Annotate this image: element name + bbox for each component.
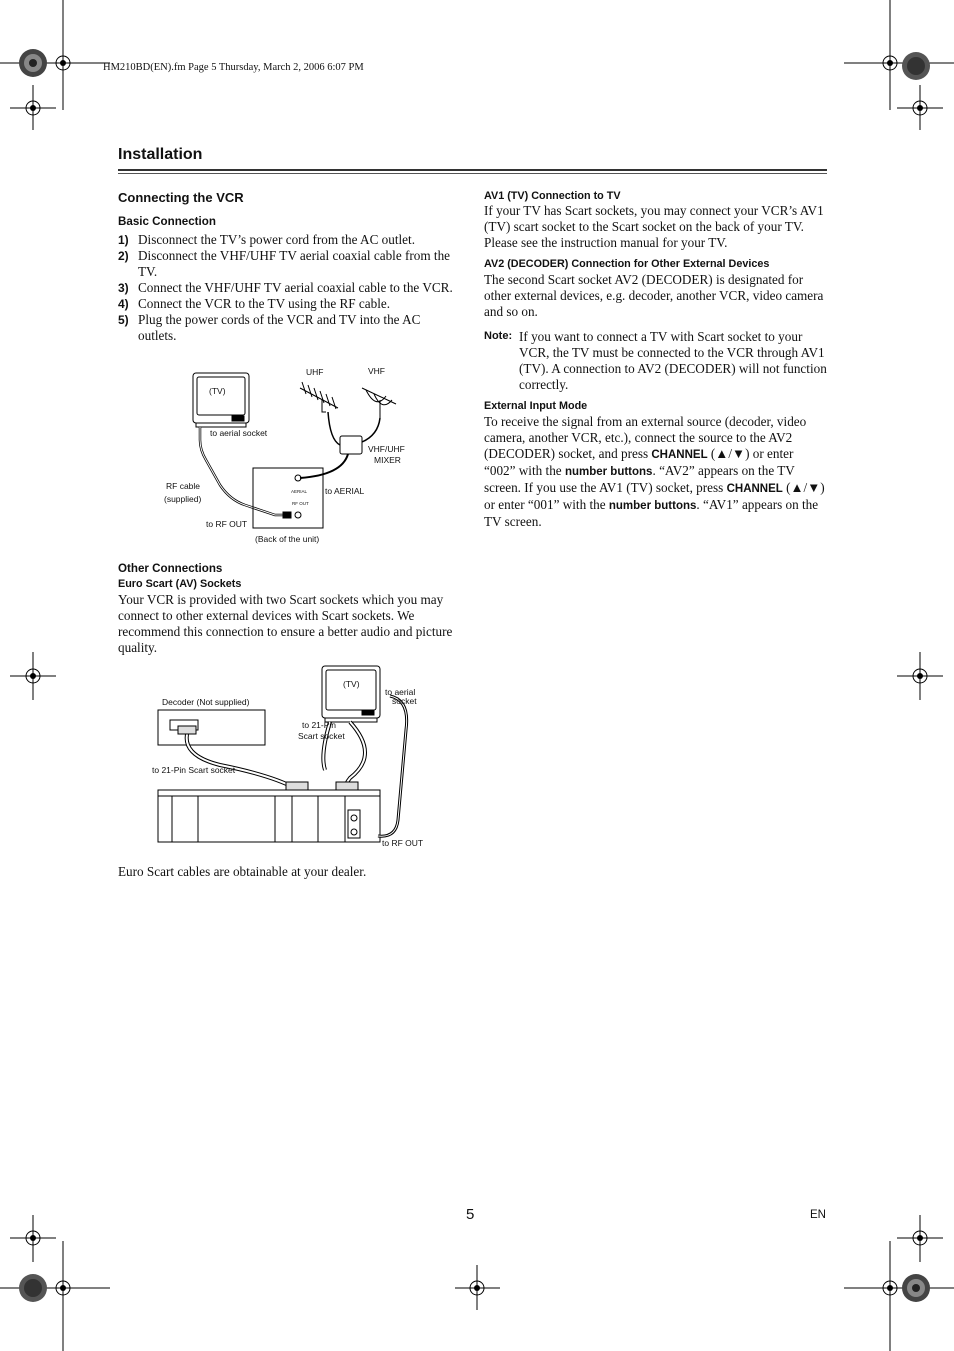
- diag2-socket: socket: [392, 696, 417, 706]
- diag1-supplied: (supplied): [164, 494, 202, 504]
- diag2-to-rf-out: to RF OUT: [382, 838, 424, 848]
- diag1-vhf-uhf: VHF/UHF: [368, 444, 405, 454]
- list-item: 4) Connect the VCR to the TV using the RF cable.: [118, 296, 391, 311]
- diag1-to-rf-out: to RF OUT: [206, 519, 248, 529]
- page-language: EN: [810, 1209, 826, 1221]
- diag2-tv-label: (TV): [343, 679, 360, 689]
- diag1-rf-cable: RF cable: [166, 481, 201, 491]
- number-buttons-key: number buttons: [608, 500, 697, 512]
- diag1-panel-aerial: AERIAL: [291, 489, 308, 494]
- list-item: 5) Plug the power cords of the VCR and TV into the AC outlets.: [118, 312, 421, 343]
- diag2-to-aerial: to aerial: [385, 687, 416, 697]
- av1-text: If your TV has Scart sockets, you may connect your VCR’s AV1 (TV) scart socket to the Scart socket on the back of your TV. Please see the instruction manual for your TV.: [484, 203, 824, 250]
- list-item: 3) Connect the VHF/UHF TV aerial coaxial cable to the VCR.: [118, 280, 453, 295]
- decoder-box: [158, 710, 265, 745]
- diag2-to-21pin: to 21-Pin: [302, 720, 337, 730]
- av2-heading: AV2 (DECODER) Connection for Other External Devices: [484, 258, 770, 270]
- list-item: 2) Disconnect the VHF/UHF TV aerial coaxial cable from the TV.: [118, 248, 451, 279]
- list-item: 1) Disconnect the TV’s power cord from the AC outlet.: [118, 232, 416, 247]
- av2-text: The second Scart socket AV2 (DECODER) is designated for other external devices, e.g. decoder, another VCR, video camera and so on.: [484, 272, 824, 319]
- external-input-text: To receive the signal from an external source (decoder, video camera, another VCR, etc.), connect the source to the AV2 (DECODER) socket, and press CHANNEL (▲/▼) or enter “002” with the number buttons. “AV2” appears on the TV screen. If you use the AV1 (TV) socket, press CHANNEL (▲/▼) or enter “001” with the number buttons. “AV1” appears on the TV screen.: [484, 414, 825, 529]
- diag1-mixer: MIXER: [374, 455, 401, 465]
- number-buttons-key: number buttons: [564, 466, 653, 478]
- vcr-body: [158, 790, 380, 842]
- mixer-box: [340, 436, 362, 454]
- diag1-back-of-unit: (Back of the unit): [255, 534, 320, 544]
- diag1-to-aerial: to AERIAL: [325, 486, 365, 496]
- diag2-scart-socket: Scart socket: [298, 731, 345, 741]
- title-rule: [118, 169, 827, 171]
- basic-connection-diagram: [150, 360, 400, 555]
- basic-steps-list: [118, 232, 458, 344]
- diag2-decoder: Decoder (Not supplied): [162, 697, 250, 707]
- basic-connection-heading: Basic Connection: [118, 215, 216, 228]
- channel-key: CHANNEL: [651, 449, 708, 461]
- section-title: Installation: [118, 146, 203, 163]
- title-rule-thin: [118, 173, 827, 174]
- channel-key: CHANNEL: [726, 483, 783, 495]
- page-number: 5: [466, 1206, 475, 1223]
- diag1-uhf-label: UHF: [306, 367, 324, 377]
- external-input-heading: External Input Mode: [484, 400, 588, 412]
- vhf-antenna: [362, 388, 396, 418]
- euro-scart-text: Your VCR is provided with two Scart sockets which you may connect to other external devices with Scart sockets. We recommend this connection to ensure a better audio and picture quality.: [118, 592, 453, 655]
- uhf-antenna: [300, 382, 338, 412]
- av1-heading: AV1 (TV) Connection to TV: [484, 190, 621, 202]
- note-label: Note:: [484, 330, 513, 342]
- print-header: HM210BD(EN).fm Page 5 Thursday, March 2, 2006 6:07 PM: [103, 62, 364, 73]
- euro-scart-footnote: Euro Scart cables are obtainable at your dealer.: [118, 864, 367, 879]
- diag1-panel-rf-out: RF OUT: [292, 501, 309, 506]
- note-text: If you want to connect a TV with Scart socket to your VCR, the TV must be connected to the VCR through AV1 (TV). A connection to AV2 (DECODER) will not function correctly.: [519, 329, 827, 392]
- euro-scart-heading: Euro Scart (AV) Sockets: [118, 578, 242, 590]
- connecting-heading: Connecting the VCR: [118, 190, 244, 205]
- diag2-to-21pin-scart: to 21-Pin Scart socket: [152, 765, 236, 775]
- diag1-to-aerial-socket: to aerial socket: [210, 428, 268, 438]
- diag1-vhf-label: VHF: [368, 366, 385, 376]
- diag1-tv-label: (TV): [209, 386, 226, 396]
- other-connections-heading: Other Connections: [118, 562, 223, 575]
